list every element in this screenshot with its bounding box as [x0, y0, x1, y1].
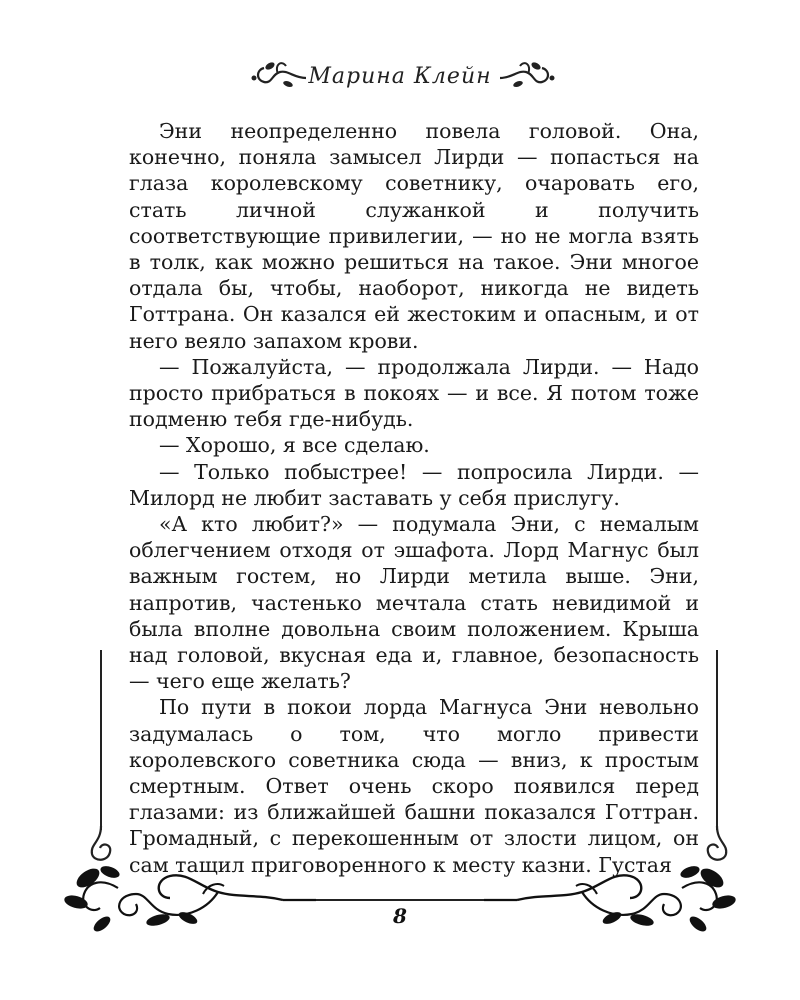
- paragraph: — Только побыстрее! — попросила Лирди. — Милорд не любит заставать у себя прислугу.: [129, 459, 699, 510]
- paragraph: — Хорошо, я все сделаю.: [159, 433, 430, 458]
- paragraph: По пути в покои лорда Магнуса Эни невольно задумалась о том, что могло привести королевского советника сюда — вниз, к простым смертным. Ответ очень скоро появился перед глазами: из ближайшей башни показался Готтран. Громадный, с перекошенным от злости лицом, он сам тащил приговоренного к месту казни. Густая: [129, 695, 699, 877]
- footer-rule-line: [316, 899, 484, 901]
- right-flourish-icon: [498, 58, 558, 94]
- right-frame-line: [716, 650, 718, 830]
- footer-left-ornament-icon: [58, 858, 318, 940]
- paragraph: — Пожалуйста, — продолжала Лирди. — Надо просто прибраться в покоях — и все. Я потом тоже подменю тебя где-нибудь.: [129, 354, 699, 432]
- left-flourish-icon: [248, 58, 308, 94]
- page-body-text: [129, 118, 699, 878]
- footer-right-ornament-icon: [482, 858, 742, 940]
- author-name: Марина Клейн: [308, 64, 492, 89]
- paragraph: «А кто любит?» — подумала Эни, с немалым облегчением отходя от эшафота. Лорд Магнус был важным гостем, но Лирди метила выше. Эни, напротив, частенько мечтала стать невидимой и была вполне довольна своим положением. Крыша над головой, вкусная еда и, главное, безопасность — чего еще желать?: [129, 512, 699, 694]
- paragraph: Эни неопределенно повела головой. Она, конечно, поняла замысел Лирди — попасться на глаза королевскому советнику, очаровать его, стать личной служанкой и получить соответствующие привилегии, — но не могла взять в толк, как можно решиться на такое. Эни многое отдала бы, чтобы, наоборот, никогда не видеть Готтрана. Он казался ей жестоким и опасным, и от него веяло запахом крови.: [129, 119, 699, 353]
- left-frame-line: [100, 650, 102, 830]
- running-header: [0, 58, 800, 102]
- page-number: 8: [393, 904, 407, 928]
